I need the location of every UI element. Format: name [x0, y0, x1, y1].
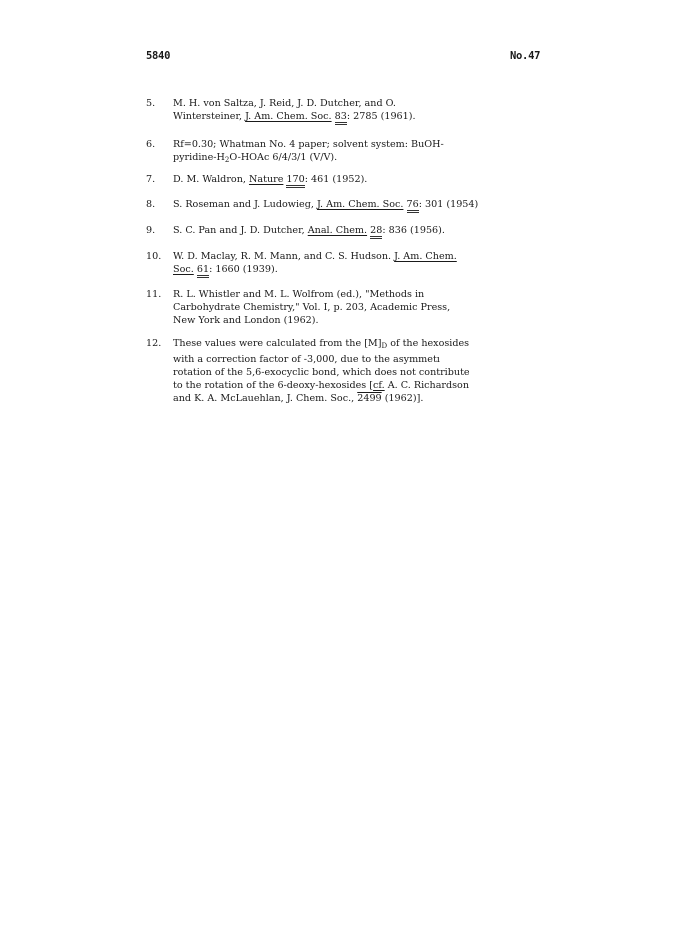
text: S. C. Pan and J. D. Dutcher, — [173, 225, 308, 236]
journal-name: J. Am. Chem. Soc. — [316, 199, 404, 210]
reference-text — [173, 337, 538, 405]
reference-text — [173, 250, 538, 278]
reference-number: 12. — [146, 338, 162, 349]
reference-number: 5. — [146, 98, 156, 109]
text: Rf=0.30; Whatman No. 4 paper; solvent system: BuOH- — [173, 139, 444, 150]
reference-number: 11. — [146, 289, 162, 300]
volume-number: 2499 — [357, 393, 382, 404]
ref-line — [173, 250, 538, 263]
text: : 1660 (1939). — [209, 264, 278, 275]
reference-number: 8. — [146, 199, 156, 210]
text: These values were calculated from the [M] — [173, 338, 382, 349]
reference-text — [173, 224, 538, 239]
ref-line — [173, 314, 538, 327]
ref-line — [173, 173, 538, 188]
ref-line — [173, 301, 538, 314]
reference-number: 7. — [146, 174, 156, 185]
ref-line — [173, 366, 538, 379]
text: with a correction factor of -3,000, due to the asymmetı — [173, 354, 440, 365]
ref-line — [173, 288, 538, 301]
reference-text — [173, 138, 538, 167]
text: M. H. von Saltza, J. Reid, J. D. Dutcher, and O. — [173, 98, 396, 109]
text: to the rotation of the 6-deoxy-hexosides [ — [173, 380, 374, 391]
text: O-HOAc 6/4/3/1 (V/V). — [229, 152, 338, 163]
text: R. L. Whistler and M. L. Wolfrom (ed.), "Methods in — [173, 289, 425, 300]
ref-line — [173, 379, 538, 392]
text: D. M. Waldron, — [173, 174, 249, 185]
ref-line — [173, 337, 538, 353]
text: S. Roseman and J. Ludowieg, — [173, 199, 317, 210]
reference-text — [173, 198, 538, 213]
ref-line — [173, 224, 538, 239]
subscript: D — [381, 342, 388, 350]
reference-text — [173, 288, 538, 327]
text: W. D. Maclay, R. M. Mann, and C. S. Hudson. — [173, 251, 395, 262]
text: A. C. Richardson — [384, 380, 470, 391]
volume-number: 83 — [335, 112, 347, 125]
journal-name: Anal. Chem. — [307, 225, 368, 236]
reference-number: 9. — [146, 225, 156, 236]
volume-number: 170 — [286, 175, 304, 188]
issue-number: No.47 — [510, 50, 541, 62]
text: and K. A. McLauehlan, J. Chem. Soc., — [173, 393, 358, 404]
ref-line — [173, 110, 538, 125]
ref-line — [173, 198, 538, 213]
journal-name: Soc. — [173, 264, 194, 275]
volume-number: 28 — [370, 226, 382, 239]
reference-number: 10. — [146, 251, 162, 262]
volume-number: 61 — [197, 265, 209, 278]
ref-line — [173, 138, 538, 151]
reference-number: 6. — [146, 139, 156, 150]
journal-name: J. Am. Chem. — [394, 251, 457, 262]
text: : 301 (1954) — [418, 199, 479, 210]
text: New York and London (1962). — [173, 315, 319, 326]
ref-line — [173, 97, 538, 110]
text: : 836 (1956). — [382, 225, 445, 236]
text: Wintersteiner, — [173, 111, 246, 122]
abbreviation: cf. — [373, 380, 385, 391]
text: : 461 (1952). — [304, 174, 368, 185]
text: rotation of the 5,6-exocyclic bond, which does not contribute — [173, 367, 470, 378]
reference-text — [173, 173, 538, 188]
ref-line — [173, 353, 538, 366]
ref-line — [173, 392, 538, 405]
ref-line — [173, 151, 538, 167]
ref-line — [173, 263, 538, 278]
text: of the hexosides — [387, 338, 470, 349]
journal-name: J. Am. Chem. Soc. — [245, 111, 332, 122]
volume-number: 76 — [407, 200, 419, 213]
text: Carbohydrate Chemistry," Vol. I, p. 203, Academic Press, — [173, 302, 451, 313]
text: pyridine-H — [173, 152, 225, 163]
journal-name: Nature — [248, 174, 284, 185]
text: (1962)]. — [381, 393, 424, 404]
subscript: 2 — [224, 156, 230, 164]
text: : 2785 (1961). — [346, 111, 416, 122]
page-number: 5840 — [146, 50, 171, 62]
reference-text — [173, 97, 538, 125]
